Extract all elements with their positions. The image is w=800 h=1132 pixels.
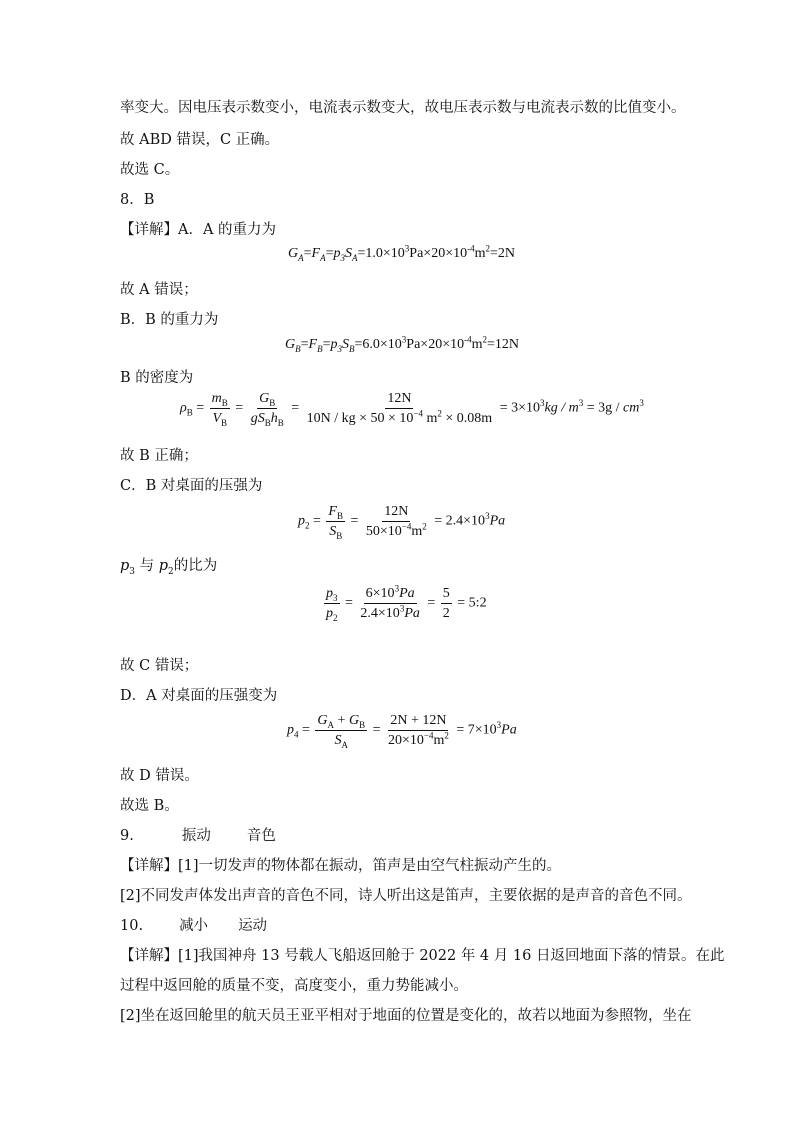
text-line: B．B 的重力为 bbox=[120, 312, 219, 328]
text-line: 【详解】A．A 的重力为 bbox=[120, 222, 277, 238]
text-line: 过程中返回舱的质量不变，高度变小，重力势能减小。 bbox=[120, 978, 468, 994]
text-line: 故 D 错误。 bbox=[120, 768, 199, 784]
text-line: 故 A 错误； bbox=[120, 282, 198, 298]
text-line: [2]不同发声体发出声音的音色不同，诗人听出这是笛声，主要依据的是声音的音色不同。 bbox=[120, 888, 692, 904]
question-10-answers: 10. 减小 运动 bbox=[120, 918, 268, 934]
text-line: 故 C 错误； bbox=[120, 658, 199, 674]
text-line: C．B 对桌面的压强为 bbox=[120, 478, 263, 494]
equation-pressure-ratio: $\frac{p_3}{p_2}$ = $\frac{6\times 10^3Pa}{2.4\times 10^3Pa}$ = $\frac{5}{2}$ = 5:2 bbox=[326, 583, 487, 623]
equation-weight-b: $G_B=F_B=p_3S_B=6.0\times 10^3Pa\times 20\times 10^{-4}m^2=12N$ bbox=[285, 334, 519, 354]
text-line: [2]坐在返回舱里的航天员王亚平相对于地面的位置是变化的，故若以地面为参照物，坐在 bbox=[120, 1008, 692, 1024]
equation-weight-a: $G_A=F_A=p_3S_A=1.0\times 10^3Pa\times 20\times 10^{-4}m^2=2N$ bbox=[288, 243, 515, 263]
question-9-answers: 9. 振动 音色 bbox=[120, 828, 276, 844]
equation-density-b: $\rho_B$ = $\frac{m_B}{V_B}$ = $\frac{G_B}{gS_Bh_B}$ = $\frac{12N}{10N / kg \times 50 \times 10^{-4} m^2 \times 0.08m}$ = $3\times 10^3kg / m^3 = 3g / cm^3$ bbox=[180, 391, 644, 428]
text-line: 故 B 正确； bbox=[120, 448, 198, 464]
text-line: B 的密度为 bbox=[120, 370, 194, 386]
text-line: 故 ABD 错误，C 正确。 bbox=[120, 132, 280, 148]
equation-pressure-p4: $p_4$ = $\frac{G_A + G_B}{S_A}$ = $\frac{2N + 12N}{20\times 10^{-4}m^2}$ = $7\times 10^3Pa$ bbox=[287, 713, 517, 750]
text-line: 【详解】[1]一切发声的物体都在振动，笛声是由空气柱振动产生的。 bbox=[120, 858, 562, 874]
question-number: 8．B bbox=[120, 192, 155, 208]
text-line: 故选 C。 bbox=[120, 162, 180, 178]
text-line: $p_3$ 与 $p_2$的比为 bbox=[120, 558, 218, 577]
equation-pressure-p2: $p_2$ = $\frac{F_B}{S_B}$ = $\frac{12N}{50\times 10^{-4}m^2}$ = $2.4\times 10^3Pa$ bbox=[298, 504, 506, 541]
text-line: 故选 B。 bbox=[120, 798, 179, 814]
text-line: D．A 对桌面的压强变为 bbox=[120, 688, 278, 704]
text-line: 率变大。因电压表示数变小，电流表示数变大，故电压表示数与电流表示数的比值变小。 bbox=[120, 100, 686, 116]
text-line: 【详解】[1]我国神舟 13 号载人飞船返回舱于 2022 年 4 月 16 日返回地面下落的情景。在此 bbox=[120, 948, 725, 964]
